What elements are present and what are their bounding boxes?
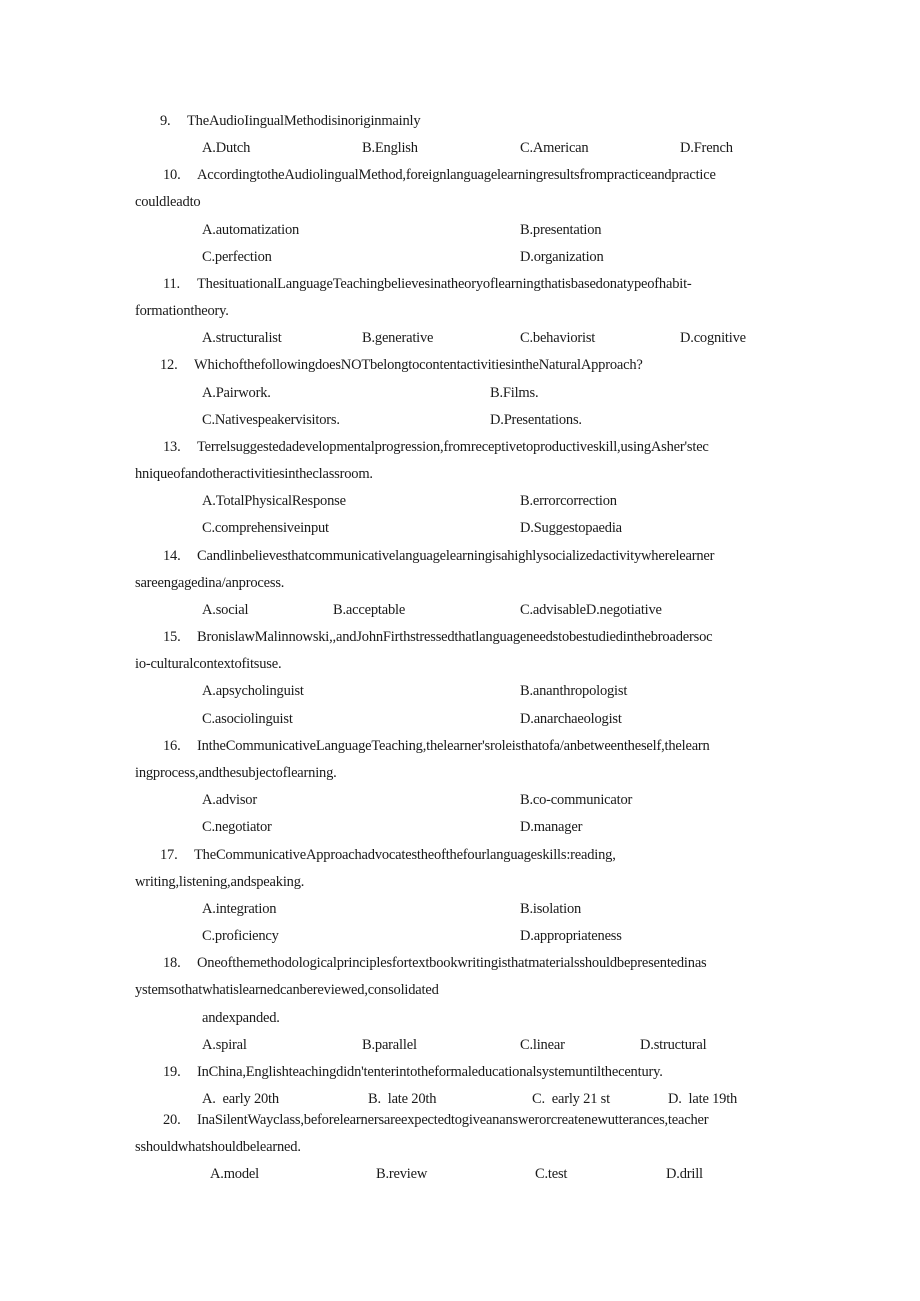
question-13-option-b: B.errorcorrection <box>520 493 617 509</box>
question-17-stem-cont: writing,listening,andspeaking. <box>135 874 305 890</box>
question-12-option-d: D.Presentations. <box>490 412 582 428</box>
question-15-option-b: B.ananthropologist <box>520 683 628 699</box>
question-20-stem-cont: sshouldwhatshouldbelearned. <box>135 1139 301 1155</box>
question-20-option-d: D.drill <box>666 1166 703 1182</box>
question-10-stem: 10. AccordingtotheAudiolingualMethod,foreignlanguagelearningresultsfrompracticeandpractice <box>163 167 716 183</box>
question-11-stem: 11. ThesituationalLanguageTeachingbelievesinatheoryoflearningthatisbasedonatypeofhabit- <box>163 276 692 292</box>
question-10-option-d: D.organization <box>520 249 604 265</box>
question-13-stem: 13. Terrelsuggestedadevelopmentalprogression,fromreceptivetoproductiveskill,usingAsher'stec <box>163 439 709 455</box>
question-11-option-b: B.generative <box>362 330 434 346</box>
question-18-stem-cont-2: andexpanded. <box>202 1010 280 1026</box>
question-17-option-b: B.isolation <box>520 901 582 917</box>
question-9-option-a: A.Dutch <box>202 140 251 156</box>
question-19-option-d: D. late 19th <box>668 1091 738 1107</box>
question-18-option-b: B.parallel <box>362 1037 417 1053</box>
question-18-option-a: A.spiral <box>202 1037 247 1053</box>
question-16-option-d: D.manager <box>520 819 583 835</box>
question-19-option-a: A. early 20th <box>202 1091 279 1107</box>
question-18-option-c: C.linear <box>520 1037 565 1053</box>
question-19-option-b: B. late 20th <box>368 1091 437 1107</box>
question-15-option-c: C.asociolinguist <box>202 711 293 727</box>
question-9-option-c: C.American <box>520 140 589 156</box>
question-16-option-c: C.negotiator <box>202 819 272 835</box>
question-14-stem: 14. Candlinbelievesthatcommunicativelanguagelearningisahighlysocializedactivitywherelearner <box>163 548 715 564</box>
question-15-stem-cont: io-culturalcontextofitsuse. <box>135 656 282 672</box>
question-16-stem: 16. IntheCommunicativeLanguageTeaching,thelearner'sroleisthatofa/anbetweentheself,thelearn <box>163 738 710 754</box>
question-18-option-d: D.structural <box>640 1037 707 1053</box>
question-20-option-a: A.model <box>210 1166 259 1182</box>
question-10-option-a: A.automatization <box>202 222 300 238</box>
question-9-option-b: B.English <box>362 140 418 156</box>
question-11-option-a: A.structuralist <box>202 330 282 346</box>
question-13-option-c: C.comprehensiveinput <box>202 520 329 536</box>
question-12-stem: 12. WhichofthefollowingdoesNOTbelongtocontentactivitiesintheNaturalApproach? <box>160 357 643 373</box>
question-14-stem-cont: sareengagedina/anprocess. <box>135 575 285 591</box>
question-20-option-c: C.test <box>535 1166 568 1182</box>
question-13-option-a: A.TotalPhysicalResponse <box>202 493 346 509</box>
question-17-option-d: D.appropriateness <box>520 928 622 944</box>
question-20-option-b: B.review <box>376 1166 428 1182</box>
question-14-option-b: B.acceptable <box>333 602 406 618</box>
question-12-option-a: A.Pairwork. <box>202 385 271 401</box>
question-17-option-a: A.integration <box>202 901 277 917</box>
question-11-stem-cont: formationtheory. <box>135 303 229 319</box>
question-10-option-c: C.perfection <box>202 249 272 265</box>
question-10-stem-cont: couldleadto <box>135 194 201 210</box>
question-15-option-d: D.anarchaeologist <box>520 711 622 727</box>
question-11-option-c: C.behaviorist <box>520 330 596 346</box>
question-19-stem: 19. InChina,Englishteachingdidn'tenterintotheformaleducationalsystemuntilthecentury. <box>163 1064 663 1080</box>
question-16-option-a: A.advisor <box>202 792 257 808</box>
question-20-stem: 20. InaSilentWayclass,beforelearnersareexpectedtogiveananswerorcreatenewutterances,teacher <box>163 1112 709 1128</box>
question-18-stem: 18. Oneofthemethodologicalprinciplesfortextbookwritingisthatmaterialsshouldbepresentedinas <box>163 955 707 971</box>
question-12-option-b: B.Films. <box>490 385 539 401</box>
question-16-option-b: B.co-communicator <box>520 792 633 808</box>
question-17-stem: 17. TheCommunicativeApproachadvocatestheofthefourlanguageskills:reading, <box>160 847 616 863</box>
question-14-option-a: A.social <box>202 602 249 618</box>
question-10-option-b: B.presentation <box>520 222 602 238</box>
question-14-option-cd: C.advisableD.negotiative <box>520 602 662 618</box>
question-19-option-c: C. early 21 st <box>532 1091 610 1107</box>
question-15-option-a: A.apsycholinguist <box>202 683 304 699</box>
question-11-option-d: D.cognitive <box>680 330 746 346</box>
question-13-stem-cont: hniqueofandotheractivitiesintheclassroom. <box>135 466 373 482</box>
question-12-option-c: C.Nativespeakervisitors. <box>202 412 340 428</box>
question-18-stem-cont: ystemsothatwhatislearnedcanbereviewed,consolidated <box>135 982 439 998</box>
question-13-option-d: D.Suggestopaedia <box>520 520 622 536</box>
question-9-option-d: D.French <box>680 140 733 156</box>
question-17-option-c: C.proficiency <box>202 928 279 944</box>
question-15-stem: 15. BronislawMalinnowski,,andJohnFirthstressedthatlanguageneedstobestudiedinthebroadersoc <box>163 629 713 645</box>
question-16-stem-cont: ingprocess,andthesubjectoflearning. <box>135 765 337 781</box>
question-9-stem: 9. TheAudioIingualMethodisinoriginmainly <box>160 113 421 129</box>
